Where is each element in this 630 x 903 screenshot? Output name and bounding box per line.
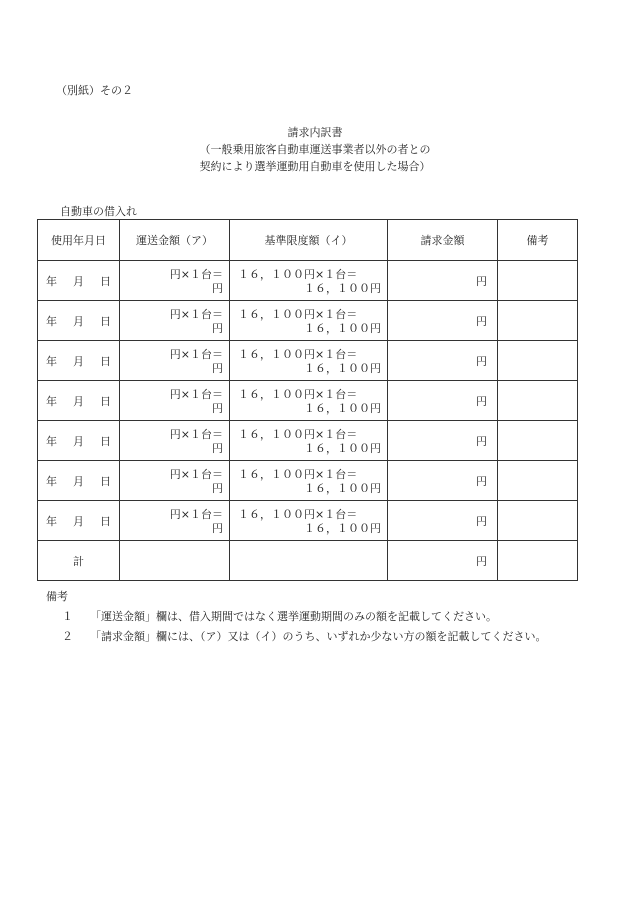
year-label: 年: [46, 354, 57, 368]
day-label: 日: [100, 474, 111, 488]
fare-cell[interactable]: [120, 381, 230, 421]
total-limit-cell[interactable]: [230, 541, 388, 581]
limit-cell: [230, 381, 388, 421]
note-text: 「請求金額」欄には、（ア）又は（イ）のうち、いずれか少ない方の額を記載してください。: [90, 630, 547, 643]
fare-cell[interactable]: [120, 421, 230, 461]
remarks-cell[interactable]: [498, 421, 578, 461]
fare-unit: 円: [212, 282, 223, 295]
fare-cell[interactable]: [120, 501, 230, 541]
limit-formula: １６，１００円×１台＝: [238, 348, 358, 361]
date-cell[interactable]: [38, 381, 120, 421]
claim-table: [37, 219, 578, 581]
note-text: 「運送金額」欄は、借入期間ではなく選挙運動期間のみの額を記載してください。: [90, 610, 497, 623]
remarks-cell[interactable]: [498, 501, 578, 541]
claim-cell[interactable]: 円: [388, 261, 498, 301]
claim-cell[interactable]: 円: [388, 381, 498, 421]
limit-formula: １６，１００円×１台＝: [238, 428, 358, 441]
table-row: [38, 461, 578, 501]
limit-amount: １６，１００円: [304, 522, 381, 535]
fare-cell[interactable]: [120, 301, 230, 341]
month-label: 月: [73, 394, 84, 408]
total-remarks-cell[interactable]: [498, 541, 578, 581]
fare-unit: 円: [212, 402, 223, 415]
claim-cell[interactable]: 円: [388, 461, 498, 501]
remarks-cell[interactable]: [498, 461, 578, 501]
day-label: 日: [100, 354, 111, 368]
date-cell[interactable]: [38, 341, 120, 381]
limit-amount: １６，１００円: [304, 442, 381, 455]
remarks-cell[interactable]: [498, 341, 578, 381]
table-row: [38, 261, 578, 301]
total-fare-cell[interactable]: [120, 541, 230, 581]
note-item: [46, 627, 610, 647]
remarks-cell[interactable]: [498, 261, 578, 301]
table-row: [38, 341, 578, 381]
limit-cell: [230, 341, 388, 381]
total-claim-cell[interactable]: 円: [388, 541, 498, 581]
total-row: [38, 541, 578, 581]
month-label: 月: [73, 274, 84, 288]
day-label: 日: [100, 314, 111, 328]
table-row: [38, 501, 578, 541]
limit-amount: １６，１００円: [304, 362, 381, 375]
table-row: [38, 381, 578, 421]
note-item: [46, 607, 610, 627]
date-cell[interactable]: [38, 301, 120, 341]
remarks-cell[interactable]: [498, 381, 578, 421]
limit-formula: １６，１００円×１台＝: [238, 388, 358, 401]
year-label: 年: [46, 314, 57, 328]
fare-cell[interactable]: [120, 261, 230, 301]
fare-unit: 円: [212, 442, 223, 455]
fare-cell[interactable]: [120, 341, 230, 381]
table-row: [38, 421, 578, 461]
date-cell[interactable]: [38, 421, 120, 461]
day-label: 日: [100, 274, 111, 288]
remarks-cell[interactable]: [498, 301, 578, 341]
claim-cell[interactable]: 円: [388, 501, 498, 541]
fare-formula: 円×１台＝: [169, 268, 223, 281]
month-label: 月: [73, 354, 84, 368]
fare-unit: 円: [212, 322, 223, 335]
fare-formula: 円×１台＝: [169, 508, 223, 521]
col-header-fare: 運送金額（ア）: [120, 220, 230, 261]
col-header-limit: 基準限度額（イ）: [230, 220, 388, 261]
fare-formula: 円×１台＝: [169, 468, 223, 481]
annex-label: （別紙）その２: [56, 84, 133, 97]
year-label: 年: [46, 474, 57, 488]
fare-formula: 円×１台＝: [169, 388, 223, 401]
claim-cell[interactable]: 円: [388, 421, 498, 461]
claim-cell[interactable]: 円: [388, 341, 498, 381]
limit-formula: １６，１００円×１台＝: [238, 268, 358, 281]
limit-amount: １６，１００円: [304, 482, 381, 495]
limit-amount: １６，１００円: [304, 402, 381, 415]
month-label: 月: [73, 314, 84, 328]
limit-cell: [230, 301, 388, 341]
day-label: 日: [100, 394, 111, 408]
fare-cell[interactable]: [120, 461, 230, 501]
notes-section: [46, 587, 610, 647]
limit-cell: [230, 261, 388, 301]
table-caption: 自動車の借入れ: [60, 205, 137, 218]
limit-formula: １６，１００円×１台＝: [238, 308, 358, 321]
title-sub-1: （一般乗用旅客自動車運送事業者以外の者との: [199, 143, 431, 156]
note-number: ２: [62, 630, 73, 643]
month-label: 月: [73, 474, 84, 488]
note-number: １: [62, 610, 73, 623]
month-label: 月: [73, 514, 84, 528]
col-header-claim: 請求金額: [388, 220, 498, 261]
table-row: [38, 301, 578, 341]
fare-formula: 円×１台＝: [169, 308, 223, 321]
fare-formula: 円×１台＝: [169, 348, 223, 361]
document-title: [0, 124, 630, 175]
limit-cell: [230, 501, 388, 541]
fare-unit: 円: [212, 362, 223, 375]
day-label: 日: [100, 514, 111, 528]
day-label: 日: [100, 434, 111, 448]
title-sub-2: 契約により選挙運動用自動車を使用した場合）: [199, 160, 431, 173]
limit-amount: １６，１００円: [304, 322, 381, 335]
limit-formula: １６，１００円×１台＝: [238, 508, 358, 521]
year-label: 年: [46, 274, 57, 288]
date-cell[interactable]: [38, 261, 120, 301]
date-cell[interactable]: [38, 501, 120, 541]
month-label: 月: [73, 434, 84, 448]
title-main: 請求内訳書: [287, 126, 343, 139]
year-label: 年: [46, 434, 57, 448]
col-header-date: 使用年月日: [38, 220, 120, 261]
table-header-row: [38, 220, 578, 261]
fare-formula: 円×１台＝: [169, 428, 223, 441]
col-header-remarks: 備考: [498, 220, 578, 261]
limit-cell: [230, 461, 388, 501]
limit-formula: １６，１００円×１台＝: [238, 468, 358, 481]
limit-amount: １６，１００円: [304, 282, 381, 295]
notes-heading: 備考: [46, 590, 68, 603]
total-label: 計: [38, 541, 120, 581]
limit-cell: [230, 421, 388, 461]
date-cell[interactable]: [38, 461, 120, 501]
year-label: 年: [46, 394, 57, 408]
fare-unit: 円: [212, 522, 223, 535]
year-label: 年: [46, 514, 57, 528]
claim-cell[interactable]: 円: [388, 301, 498, 341]
fare-unit: 円: [212, 482, 223, 495]
